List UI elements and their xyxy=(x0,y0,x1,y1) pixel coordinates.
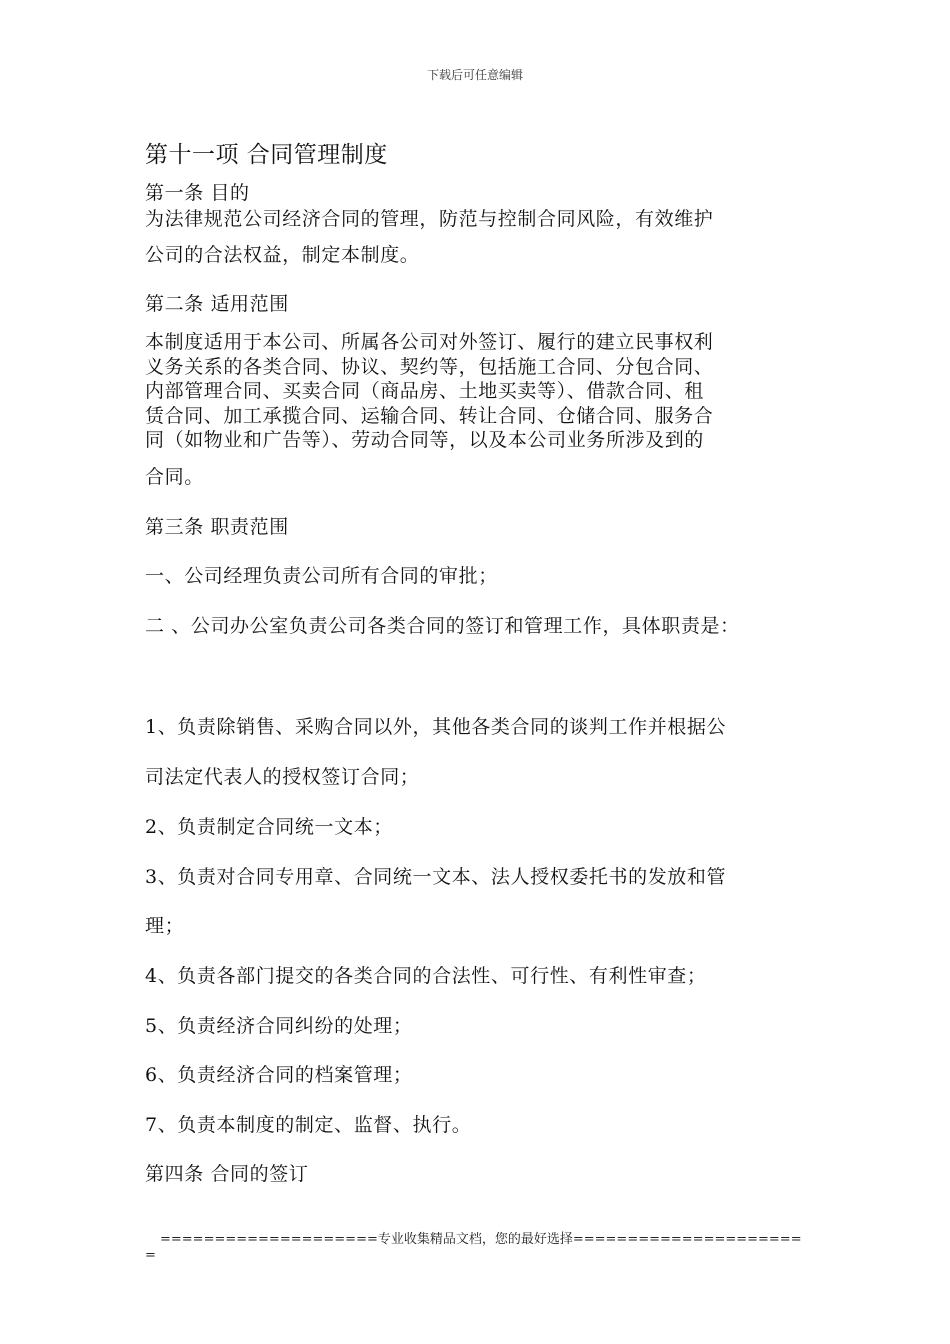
article3-point-1: 一、公司经理负责公司所有合同的审批； xyxy=(145,565,498,587)
article4-heading: 第四条 合同的签订 xyxy=(145,1163,309,1185)
footer-banner: ====================专业收集精品文档，您的最好选择===================== xyxy=(160,1232,802,1247)
duty-item: 2、负责制定合同统一文本； xyxy=(145,816,393,838)
article2-line: 合同。 xyxy=(145,466,204,488)
duty-item: 6、负责经济合同的档案管理； xyxy=(145,1064,413,1086)
article1-heading: 第一条 目的 xyxy=(145,182,250,204)
article2-line: 义务关系的各类合同、协议、契约等，包括施工合同、分包合同、 xyxy=(145,356,714,378)
duty-item: 司法定代表人的授权签订合同； xyxy=(145,766,420,788)
document-title: 第十一项 合同管理制度 xyxy=(145,142,388,168)
duty-item: 7、负责本制度的制定、监督、执行。 xyxy=(145,1114,472,1136)
duty-item: 4、负责各部门提交的各类合同的合法性、可行性、有利性审查； xyxy=(145,965,707,987)
article2-line: 内部管理合同、买卖合同（商品房、土地买卖等）、借款合同、租 xyxy=(145,380,704,402)
article1-line: 为法律规范公司经济合同的管理，防范与控制合同风险，有效维护 xyxy=(145,208,714,230)
article1-line: 公司的合法权益，制定本制度。 xyxy=(145,244,420,266)
footer-banner-tail: = xyxy=(145,1248,156,1263)
header-note: 下载后可任意编辑 xyxy=(426,68,523,82)
article2-heading: 第二条 适用范围 xyxy=(145,293,289,315)
duty-item: 理； xyxy=(145,915,185,937)
duty-item: 3、负责对合同专用章、合同统一文本、法人授权委托书的发放和管 xyxy=(145,866,727,888)
article2-line: 本制度适用于本公司、所属各公司对外签订、履行的建立民事权利 xyxy=(145,331,714,353)
duty-item: 1、负责除销售、采购合同以外，其他各类合同的谈判工作并根据公 xyxy=(145,716,727,738)
duty-item: 5、负责经济合同纠纷的处理； xyxy=(145,1015,413,1037)
article2-line: 赁合同、加工承揽合同、运输合同、转让合同、仓储合同、服务合 xyxy=(145,405,714,427)
article2-line: 同（如物业和广告等）、劳动合同等，以及本公司业务所涉及到的 xyxy=(145,429,704,451)
article3-heading: 第三条 职责范围 xyxy=(145,516,289,538)
article3-point-2: 二 、公司办公室负责公司各类合同的签订和管理工作，具体职责是： xyxy=(145,615,740,637)
